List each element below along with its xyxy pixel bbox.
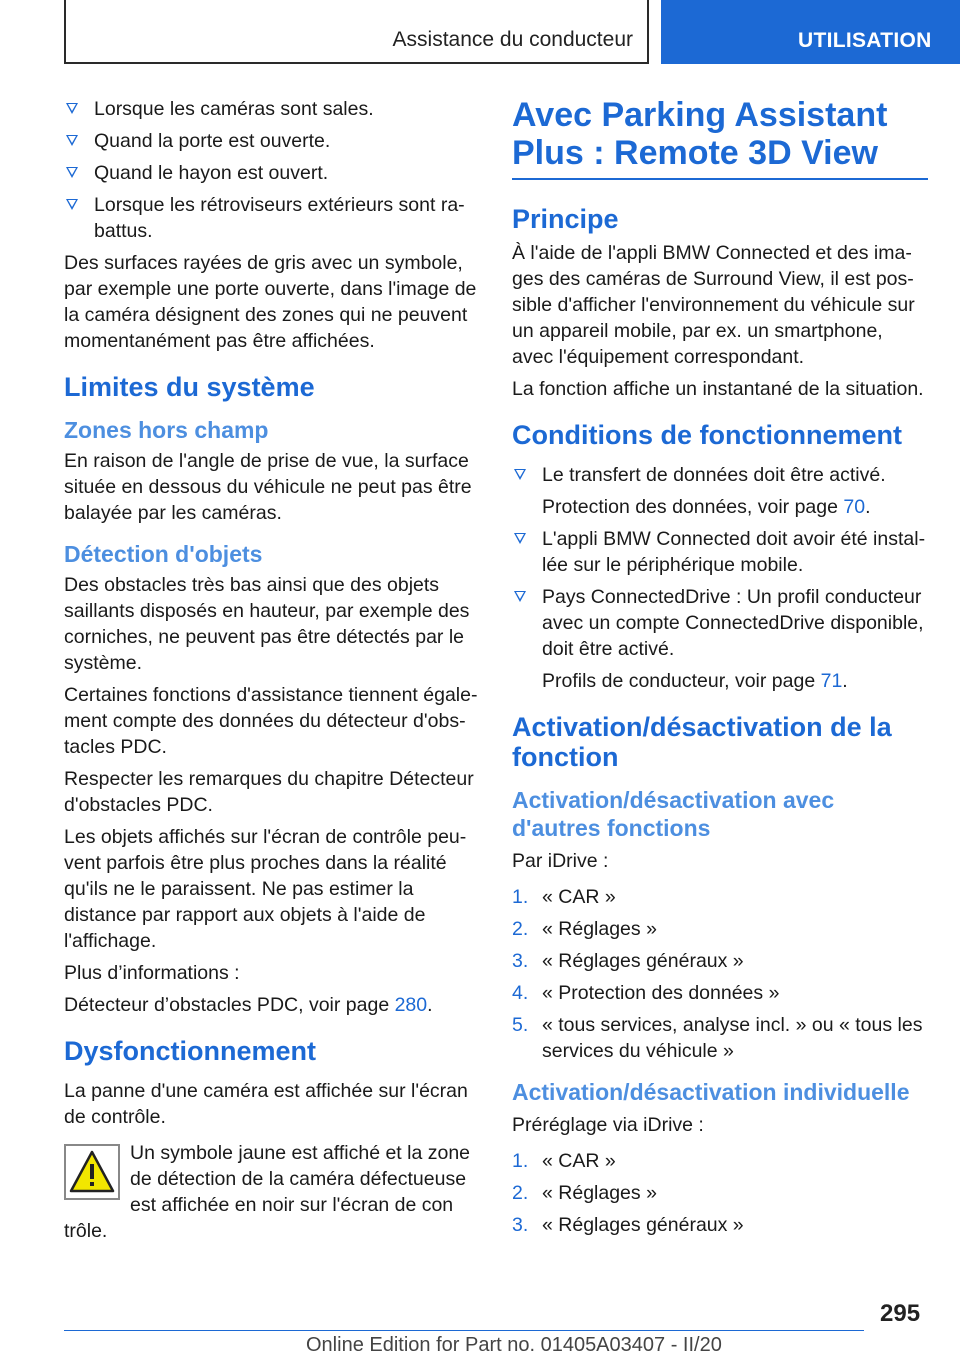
paragraph-preset: Préréglage via iDrive :	[512, 1114, 704, 1136]
list-item: Lorsque les rétroviseurs extérieurs sont rabattus.	[64, 192, 480, 244]
warning-text: Un symbole jaune est affiché et la zone de détection de la caméra défectueuse est affichée en noir sur l'écran de con	[130, 1142, 471, 1216]
triangle-bullet-icon	[66, 103, 78, 114]
list-item: Pays ConnectedDrive : Un profil conducteur avec un compte ConnectedDrive disponible, doit être activé. Profils de conducteur, voir page 71.	[512, 584, 928, 694]
paragraph-principle-2: La fonction affiche un instantané de la situation.	[512, 378, 924, 400]
heading-principle: Principe	[512, 204, 619, 234]
list-item: Quand la porte est ouverte.	[64, 128, 480, 154]
paragraph-principle-1: À l'aide de l'appli BMW Connected et des images des caméras de Surround View, il est possible d'afficher l'environnement du véhicule sur un appareil mobile, par ex. un smartphone, avec l'équipement correspondant.	[512, 242, 915, 368]
heading-malfunction: Dysfonctionnement	[64, 1036, 317, 1066]
triangle-bullet-icon	[514, 469, 526, 480]
page-link-70[interactable]: 70	[843, 496, 866, 518]
chapter-tab[interactable]	[661, 0, 960, 64]
paragraph-detection-4: Les objets affichés sur l'écran de contrôle peuvent parfois être plus proches dans la réalité qu'ils ne le paraissent. Ne pas estimer la distance par rapport aux objets à l'aide de l'affichage.	[64, 826, 467, 952]
heading-blind-zones: Zones hors champ	[64, 417, 269, 443]
conditions-list	[512, 462, 928, 694]
triangle-bullet-icon	[66, 135, 78, 146]
footer-divider	[64, 1330, 864, 1331]
heading-activation-individual: Activation/désactivation individuelle	[512, 1079, 910, 1105]
heading-system-limits: Limites du système	[64, 372, 315, 402]
page-link-280[interactable]: 280	[394, 994, 428, 1016]
triangle-bullet-icon	[514, 591, 526, 602]
warning-note	[64, 1140, 480, 1244]
list-item: Le transfert de données doit être activé. Protection des données, voir page 70.	[512, 462, 928, 520]
camera-conditions-list	[64, 96, 480, 244]
triangle-bullet-icon	[66, 167, 78, 178]
heading-operating-conditions: Conditions de fonctionnement	[512, 420, 902, 450]
right-column	[512, 96, 928, 1244]
step-item: 2. « Réglages »	[512, 1182, 657, 1204]
section-title-box	[64, 0, 649, 64]
steps-list-activation	[512, 884, 928, 1064]
step-item: 1. « CAR »	[512, 1150, 616, 1172]
heading-remote-3d-view: Avec Parking Assistant Plus : Remote 3D View	[512, 96, 928, 180]
list-item: Quand le hayon est ouvert.	[64, 160, 480, 186]
step-item: 4. « Protection des données »	[512, 982, 780, 1004]
heading-activation: Activation/désactivation de la fonction	[512, 712, 892, 772]
step-item: 3. « Réglages généraux »	[512, 950, 744, 972]
triangle-bullet-icon	[66, 199, 78, 210]
paragraph-malfunction: La panne d'une caméra est affichée sur l'écran de contrôle.	[64, 1080, 468, 1128]
step-item: 3. « Réglages généraux »	[512, 1214, 744, 1236]
footer-edition: Online Edition for Part no. 01405A03407 - II/20	[306, 1334, 722, 1356]
paragraph-idrive: Par iDrive :	[512, 850, 609, 872]
left-column	[64, 96, 480, 1244]
step-item: 5. « tous services, analyse incl. » ou « tous les services du véhicule »	[512, 1014, 923, 1062]
list-item: L'appli BMW Connected doit avoir été installée sur le périphérique mobile.	[512, 526, 928, 578]
step-item: 2. « Réglages »	[512, 918, 657, 940]
paragraph-detection-3: Respecter les remarques du chapitre Détecteur d'obstacles PDC.	[64, 768, 474, 816]
list-item: Lorsque les caméras sont sales.	[64, 96, 480, 122]
paragraph-more-info: Plus d’informations :	[64, 962, 240, 984]
warning-text-tail: trôle.	[64, 1220, 108, 1242]
page-number: 295	[880, 1300, 921, 1327]
triangle-bullet-icon	[514, 533, 526, 544]
paragraph-blind-zones: En raison de l'angle de prise de vue, la surface située en dessous du véhicule ne peut pas être balayée par les caméras.	[64, 450, 472, 524]
paragraph-detection-2: Certaines fonctions d'assistance tiennent également compte des données du détecteur d'obstacles PDC.	[64, 684, 478, 758]
page-link-71[interactable]: 71	[820, 670, 843, 692]
step-item: 1. « CAR »	[512, 886, 616, 908]
steps-list-preset	[512, 1148, 928, 1238]
paragraph-pdc-reference: Détecteur d’obstacles PDC, voir page 280.	[64, 994, 433, 1016]
paragraph-detection-1: Des obstacles très bas ainsi que des objets saillants disposés en hauteur, par exemple des corniches, ne peuvent pas être détectés par le système.	[64, 574, 470, 674]
page-header	[0, 0, 960, 66]
paragraph-grey-areas: Des surfaces rayées de gris avec un symbole, par exemple une porte ouverte, dans l'image de la caméra désignent des zones qui ne peuvent momentanément pas être affichées.	[64, 252, 477, 352]
heading-object-detection: Détection d'objets	[64, 541, 263, 567]
section-title: Assistance du conducteur	[392, 28, 633, 51]
chapter-tab-label: UTILISATION	[798, 29, 932, 52]
heading-activation-other: Activation/désactivation avec d'autres fonctions	[512, 787, 835, 841]
warning-triangle-icon	[64, 1144, 120, 1200]
